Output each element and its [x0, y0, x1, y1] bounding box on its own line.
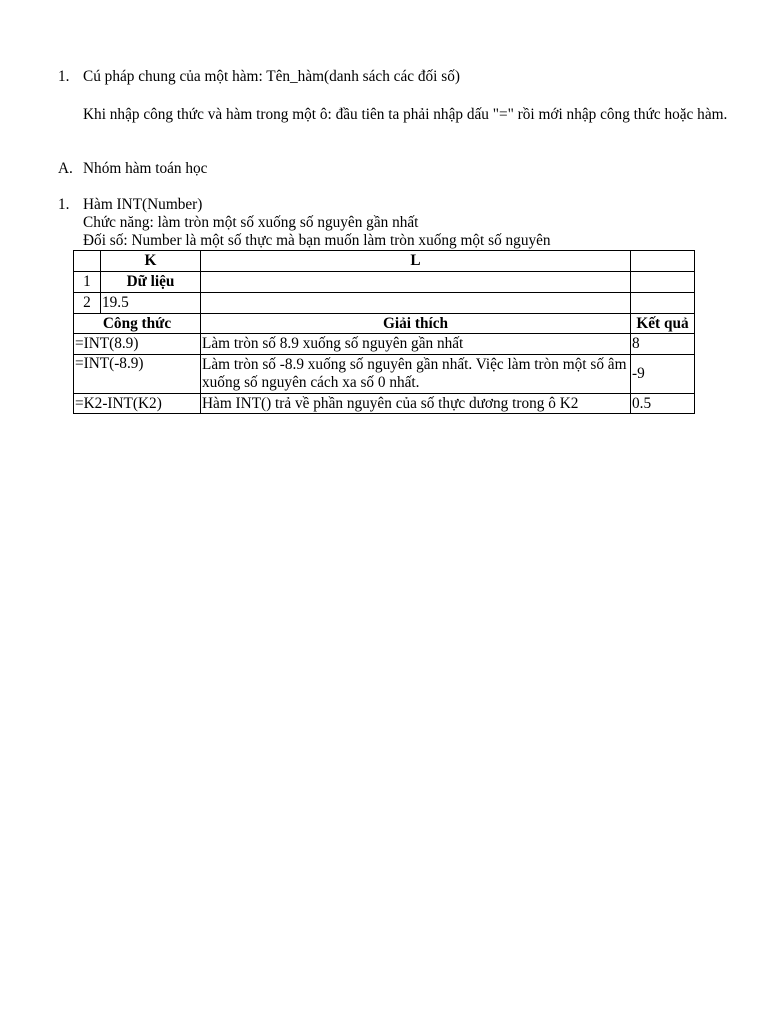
column-header-row — [74, 251, 695, 272]
header-explanation: Giải thích — [201, 314, 631, 334]
data-header-row — [74, 272, 695, 293]
table-row — [74, 355, 695, 394]
list-marker: 1. — [58, 68, 70, 85]
explanation-cell: Làm tròn số 8.9 xuống số nguyên gần nhất — [201, 334, 631, 355]
data-value-row — [74, 293, 695, 314]
column-header-empty — [631, 251, 695, 272]
int-example-table — [73, 250, 695, 414]
table-row — [74, 394, 695, 414]
empty-cell — [201, 293, 631, 314]
result-cell: 8 — [631, 334, 695, 355]
formula-cell: =K2-INT(K2) — [74, 394, 201, 414]
syntax-text: Cú pháp chung của một hàm: Tên_hàm(danh sách các đối số) — [83, 68, 460, 85]
int-argument-line: Đối số: Number là một số thực mà bạn muốn làm tròn xuống một số nguyên — [83, 232, 551, 249]
row-number-cell: 1 — [74, 272, 101, 293]
corner-cell — [74, 251, 101, 272]
column-header-k: K — [101, 251, 201, 272]
formula-entry-note: Khi nhập công thức và hàm trong một ô: đầu tiên ta phải nhập dấu "=" rồi mới nhập công thức hoặc hàm. — [83, 106, 728, 123]
explanation-cell: Hàm INT() trả về phần nguyên của số thực dương trong ô K2 — [201, 394, 631, 414]
formula-cell: =INT(8.9) — [74, 334, 201, 355]
section-title: Nhóm hàm toán học — [83, 160, 208, 177]
column-header-l: L — [201, 251, 631, 272]
int-title: Hàm INT(Number) — [83, 196, 203, 213]
row-number-cell: 2 — [74, 293, 101, 314]
list-item-int-function — [58, 196, 728, 250]
empty-cell — [631, 293, 695, 314]
result-cell: -9 — [631, 355, 695, 394]
section-heading-math — [58, 160, 728, 178]
empty-cell — [631, 272, 695, 293]
list-marker: 1. — [58, 196, 70, 213]
data-header-cell: Dữ liệu — [101, 272, 201, 293]
header-formula: Công thức — [74, 314, 201, 334]
data-value-cell: 19.5 — [101, 293, 201, 314]
explanation-cell: Làm tròn số -8.9 xuống số nguyên gần nhất. Việc làm tròn một số âm xuống số nguyên cách xa số 0 nhất. — [201, 355, 631, 394]
formula-cell: =INT(-8.9) — [74, 355, 201, 394]
formula-header-row — [74, 314, 695, 334]
table-row — [74, 334, 695, 355]
empty-cell — [201, 272, 631, 293]
list-item-syntax — [58, 68, 728, 86]
section-marker: A. — [58, 160, 73, 177]
header-result: Kết quả — [631, 314, 695, 334]
int-function-line: Chức năng: làm tròn một số xuống số nguyên gần nhất — [83, 214, 419, 231]
result-cell: 0.5 — [631, 394, 695, 414]
